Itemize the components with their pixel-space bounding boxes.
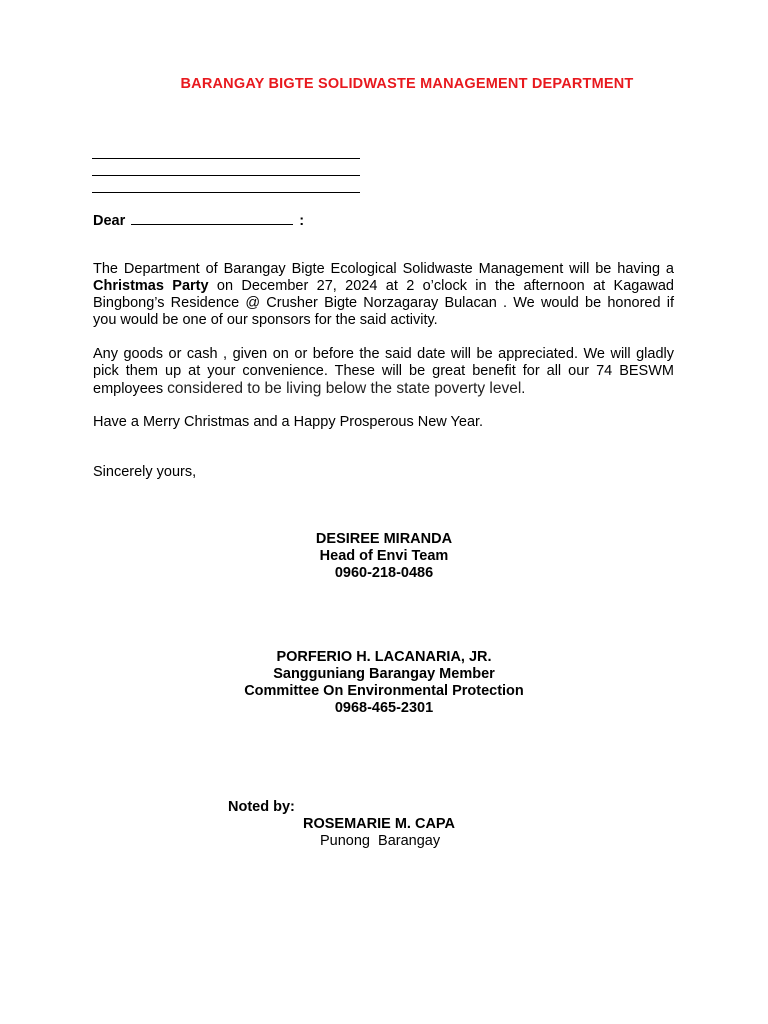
recipient-line-2 — [92, 175, 360, 176]
salutation — [93, 212, 304, 229]
salutation-colon: : — [299, 213, 305, 229]
paragraph-request-text-b: considered to be living below the state poverty level — [167, 380, 522, 397]
recipient-line-1 — [92, 158, 360, 159]
signatory-2 — [0, 649, 768, 717]
noted-by-label: Noted by: — [228, 799, 295, 815]
paragraph-greeting: Have a Merry Christmas and a Happy Prosperous New Year. — [93, 414, 484, 430]
signatory-2-committee: Committee On Environmental Protection — [244, 683, 524, 699]
christmas-party-emphasis: Christmas Party — [93, 278, 209, 294]
recipient-line-3 — [92, 192, 360, 193]
paragraph-invitation-text-a: The Department of Barangay Bigte Ecological Solidwaste Management will be having a — [93, 261, 674, 277]
salutation-blank-line — [131, 212, 293, 225]
paragraph-invitation — [93, 261, 674, 329]
noted-by-title: Punong Barangay — [320, 833, 441, 849]
letterhead-title: BARANGAY BIGTE SOLIDWASTE MANAGEMENT DEPARTMENT — [180, 76, 634, 92]
closing: Sincerely yours, — [93, 464, 197, 480]
signatory-1-title: Head of Envi Team — [319, 548, 449, 564]
signatory-2-title: Sangguniang Barangay Member — [273, 666, 495, 682]
paragraph-request-text-a: Any goods or cash , given on or before the said date will be appreciated. We will gladly pick them up at your convenience. These will be great benefit for all our 74 BESWM employees — [93, 346, 674, 397]
signatory-2-name: PORFERIO H. LACANARIA, JR. — [276, 649, 492, 665]
signatory-1-name: DESIREE MIRANDA — [315, 531, 453, 547]
signatory-1-phone: 0960-218-0486 — [334, 565, 434, 581]
signatory-2-phone: 0968-465-2301 — [334, 700, 434, 716]
paragraph-invitation-text-b: on December 27, 2024 at 2 o’clock in the afternoon at Kagawad Bingbong’s Residence @ Crusher Bigte Norzagaray Bulacan . We would be honored if you would be one of our sponsors for the said activity. — [93, 278, 674, 328]
salutation-dear: Dear — [93, 213, 126, 229]
paragraph-request-text-c: . — [521, 381, 526, 397]
signatory-1 — [0, 531, 768, 582]
noted-by-name: ROSEMARIE M. CAPA — [303, 816, 455, 832]
paragraph-request — [93, 346, 674, 398]
